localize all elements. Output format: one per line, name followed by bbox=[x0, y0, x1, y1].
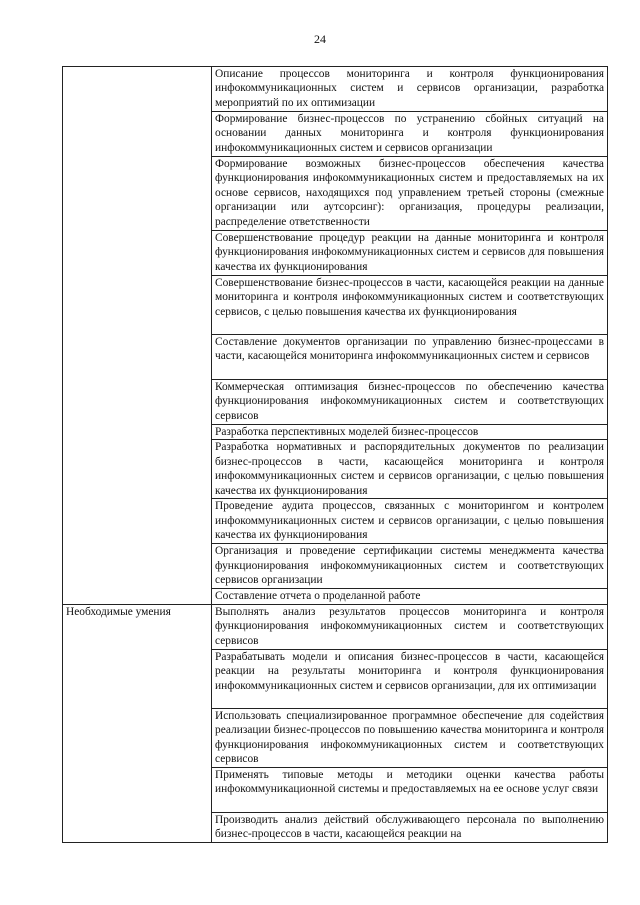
table-cell: Совершенствование процедур реакции на данные мониторинга и контроля функционирования инфокоммуникационных систем и сервисов для повышения качества их функционирования bbox=[212, 231, 608, 276]
table-cell: Формирование бизнес-процессов по устранению сбойных ситуаций на основании данных мониторинга и контроля функционирования инфокоммуникационных систем и сервисов организации bbox=[212, 112, 608, 157]
table-cell: Разрабатывать модели и описания бизнес-процессов в части, касающейся реакции на результаты мониторинга и контроля функционирования инфокоммуникационных систем и сервисов организации, для их оптимизации bbox=[212, 649, 608, 708]
table-cell: Использовать специализированное программное обеспечение для содействия реализации бизнес-процессов по повышению качества мониторинга и контроля функционирования инфокоммуникационных систем и соответствующих сервисов bbox=[212, 708, 608, 767]
table-cell: Составление отчета о проделанной работе bbox=[212, 589, 608, 604]
table-cell: Разработка нормативных и распорядительных документов по реализации бизнес-процессов в части, касающейся мониторинга и контроля инфокоммуникационных систем и сервисов организации, с целью повышения качества их функционирования bbox=[212, 440, 608, 499]
table-cell: Выполнять анализ результатов процессов мониторинга и контроля функционирования инфокоммуникационных систем и соответствующих сервисов bbox=[212, 604, 608, 649]
table-cell: Разработка перспективных моделей бизнес-процессов bbox=[212, 425, 608, 440]
row-label-cell bbox=[63, 67, 212, 605]
page-number: 24 bbox=[314, 32, 326, 46]
table-cell: Описание процессов мониторинга и контроля функционирования инфокоммуникационных систем и сервисов организации, разработка мероприятий по их оптимизации bbox=[212, 67, 608, 112]
table-cell: Коммерческая оптимизация бизнес-процессов по обеспечению качества функционирования инфокоммуникационных систем и соответствующих сервисов bbox=[212, 380, 608, 425]
table-cell: Организация и проведение сертификации системы менеджмента качества функционирования инфокоммуникационных систем и соответствующих сервисов организации bbox=[212, 544, 608, 589]
competency-table bbox=[62, 66, 608, 843]
table-cell: Совершенствование бизнес-процессов в части, касающейся реакции на данные мониторинга и контроля инфокоммуникационных систем и соответствующих сервисов, с целью повышения качества их функционирования bbox=[212, 276, 608, 335]
table-cell: Формирование возможных бизнес-процессов обеспечения качества функционирования инфокоммуникационных систем и предоставляемых на их основе сервисов, находящихся под управлением третьей стороны (смежные организации или аутсорсинг): организация, процедуры реализации, распределение ответственности bbox=[212, 157, 608, 231]
table-cell: Производить анализ действий обслуживающего персонала по выполнению бизнес-процессов в части, касающейся реакции на bbox=[212, 812, 608, 842]
table-cell: Составление документов организации по управлению бизнес-процессами в части, касающейся мониторинга инфокоммуникационных систем и сервисов bbox=[212, 335, 608, 380]
table-row bbox=[63, 67, 608, 112]
row-label-cell: Необходимые умения bbox=[63, 604, 212, 842]
table-row bbox=[63, 604, 608, 649]
table-cell: Проведение аудита процессов, связанных с мониторингом и контролем инфокоммуникационных систем и сервисов организации, с целью повышения качества их функционирования bbox=[212, 499, 608, 544]
table-cell: Применять типовые методы и методики оценки качества работы инфокоммуникационной системы и предоставляемых на ее основе услуг связи bbox=[212, 767, 608, 812]
